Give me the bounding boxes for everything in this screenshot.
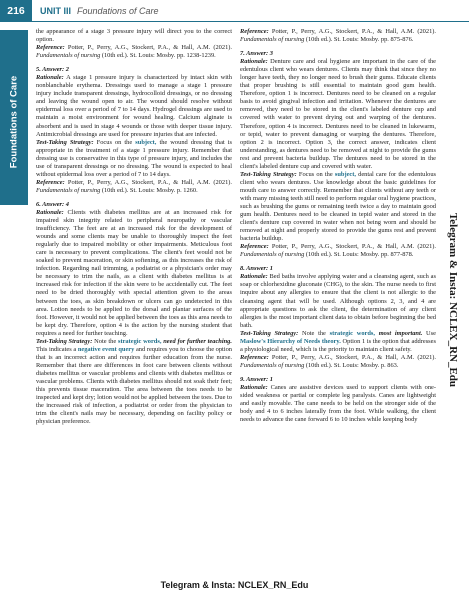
strategy-5: Test-Taking Strategy: Focus on the subject, the wound dressing that is appropriate in the treatment of a stage 1 pressure injury. Remember that dressing use is conservative in this type of pressure injury, and includes the use of transparent dressings or no dressing. The wound is expected to heal without epidermal loss over a period of 7 to 14 days.: [36, 138, 232, 178]
unit-label: UNIT III: [40, 6, 71, 16]
side-tab-text: Foundations of Care: [8, 75, 20, 169]
continued-text: the appearance of a stage 3 pressure injury will direct you to the correct option.: [36, 28, 232, 44]
header-rule: [32, 21, 469, 22]
right-watermark: Telegram & Insta: NCLEX_RN_Edu: [447, 212, 459, 388]
reference-5: Reference: Potter, P., Perry, A.G., Stockert, P.A., & Hall, A.M. (2021). Fundamentals of nursing (10th ed.). St. Louis: Mosby. p. 1260.: [36, 178, 232, 194]
left-column: [36, 28, 232, 426]
reference-8: Reference: Potter, P., Perry, A.G., Stockert, P.A., & Hall, A.M. (2021). Fundamentals of nursing (10th ed.). St. Louis: Mosby. p. 863.: [240, 353, 436, 369]
right-column: [240, 28, 436, 424]
reference-7: Reference: Potter, P., Perry, A.G., Stockert, P.A., & Hall, A.M. (2021). Fundamentals of nursing (10th ed.). St. Louis: Mosby. pp. 877-878.: [240, 243, 436, 259]
rationale-9: Rationale: Canes are assistive devices used to support clients with one-sided weakness or partial or complete leg paralysis. Canes are lightweight and easily movable. The cane needs to be held on the stronger side of the body and 4 to 6 inches laterally from the foot. While walking, the client needs to advance the cane forward 6 to 10 inches while keeping body: [240, 383, 436, 424]
answer-heading-5: 5. Answer: 2: [36, 66, 69, 74]
answer-heading-9: 9. Answer: 1: [240, 375, 273, 383]
strategy-6: Test-Taking Strategy: Note the strategic words, need for further teaching. This indicates a negative event query and requires you to choose the option that is an incorrect action and requires further education from the nurse. Remember that there are differences in foot care between clients without diabetes mellitus or vascular problems and clients with diabetes mellitus or vascular problems. Clients with diabetes mellitus should not soak their feet; this prevents tissue maceration. The area between the toes needs to be inspected and kept dry; lotion would not be applied between the toes. Due to the increased risk of infection, a podiatrist or order from the physician to trim the client's nails may be necessary, depending on facility policy or physician preference.: [36, 337, 232, 426]
reference: Reference: Potter, P., Perry, A.G., Stockert, P.A., & Hall, A.M. (2021). Fundamentals of nursing (10th ed.). St. Louis: Mosby. pp. 875-876.: [240, 28, 436, 44]
rationale-7: Rationale: Denture care and oral hygiene are important in the care of the edentulous client who wears dentures. Clients may think that since they no longer have teeth, they no longer need to brush their gums. Educate clients that proper brushing is still essential to maintain good gum health. Therefore, option 1 is incorrect. Dentures need to be cleaned on a regular basis to avoid gingival infection and irritation. Whenever the dentures are removed, they need to be stored in the client's labeled denture cup and covered with water to prevent drying out and warping of the dentures. Therefore, option 4 is incorrect. Dentures need to be cleaned in lukewarm, or tepid, water to prevent damaging or warping the dentures. Therefore, option 2 is incorrect. Option 3, the correct answer, indicates client understanding, as dentures need to be removed at night to provide the gums rest and prevent bacteria buildup. The dentures need to be stored in the client's labeled denture cup and covered with water.: [240, 58, 436, 170]
reference: Reference: Potter, P., Perry, A.G., Stockert, P.A., & Hall, A.M. (2021). Fundamentals of nursing (10th ed.). St. Louis: Mosby. pp. 1238-1239.: [36, 44, 232, 60]
side-tab: [0, 30, 28, 205]
answer-heading-6: 6. Answer: 4: [36, 200, 69, 208]
rationale-5: Rationale: A stage 1 pressure injury is characterized by intact skin with nonblanchable erythema. Dressings used to manage a stage 1 pressure injury include transparent dressings, hydrocolloid dressings, or no dressing and leaving the wound open to air. The wound should resolve without epidermal loss over a period of 7 to 14 days. Hydrogel dressings are used to maintain a moist environment for wound healing. Calcium alginate is absorbent and is used in stage 4 wounds or those with deeper tissue injury. Antimicrobial dressings are used for pressure injuries that are infected.: [36, 74, 232, 138]
page-number: 216: [0, 0, 32, 22]
answer-heading-8: 8. Answer: 1: [240, 265, 273, 273]
answer-heading-7: 7. Answer: 3: [240, 50, 273, 58]
strategy-8: Test-Taking Strategy: Note the strategic words, most important. Use Maslow's Hierarchy of Needs theory. Option 1 is the option that addresses a physiological need, which is the priority to maintain client safety.: [240, 329, 436, 353]
rationale-6: Rationale: Clients with diabetes mellitus are at an increased risk for impaired skin integrity related to peripheral neuropathy or vascular insufficiency. The feet are at an increased risk for the development of wounds and some clients may be unable to thoroughly inspect the feet regularly due to impaired mobility or other impairments. Meticulous foot care is necessary to prevent complications. The client's feet would not be soaked to prevent maceration, or skin softening, as this increases the risk of infection. Regarding nail trimming, a podiatrist or a physician's order may be necessary to trim the nails, as a client with diabetes mellitus is at increased risk for infection if the skin were to be accidentally cut. The feet need to be dried thoroughly with special attention given to the areas between the toes, as skin breakdown or ulcers can go undetected in this area. Lotion needs to be applied to the dorsal and plantar surfaces of the foot. However, it would not be applied between the toes as this area needs to be kept dry. Therefore, option 4 is the action by the nursing student that requires a need for further teaching.: [36, 208, 232, 337]
rationale-8: Rationale: Bed baths involve applying water and a cleansing agent, such as soap or chlorhexidine gluconate (CHG), to the skin. The nurse needs to first inquire about any allergies to ensure that the client is not allergic to the cleansing agent that will be used. Although options 2, 3, and 4 are appropriate questions to ask the client, the determination of any client allergies is the most important client data to obtain before beginning the bed bath.: [240, 273, 436, 329]
strategy-7: Test-Taking Strategy: Focus on the subject, dental care for the edentulous client who wears dentures. Use knowledge about the basic guidelines for mouth care to answer correctly. Remember that clients without any teeth or with many missing teeth still need to perform regular oral hygiene practices, such as brushing the gums or remaining teeth twice a day to maintain good gum health. Dentures need to be cleaned in tepid water and stored in the client's denture cup covered in water when not being worn and should be removed at night and properly stored to provide the gums rest and prevent bacteria buildup.: [240, 170, 436, 243]
page-header: [0, 0, 469, 22]
unit-title: Foundations of Care: [77, 6, 159, 16]
footer-watermark: Telegram & Insta: NCLEX_RN_Edu: [160, 580, 309, 590]
